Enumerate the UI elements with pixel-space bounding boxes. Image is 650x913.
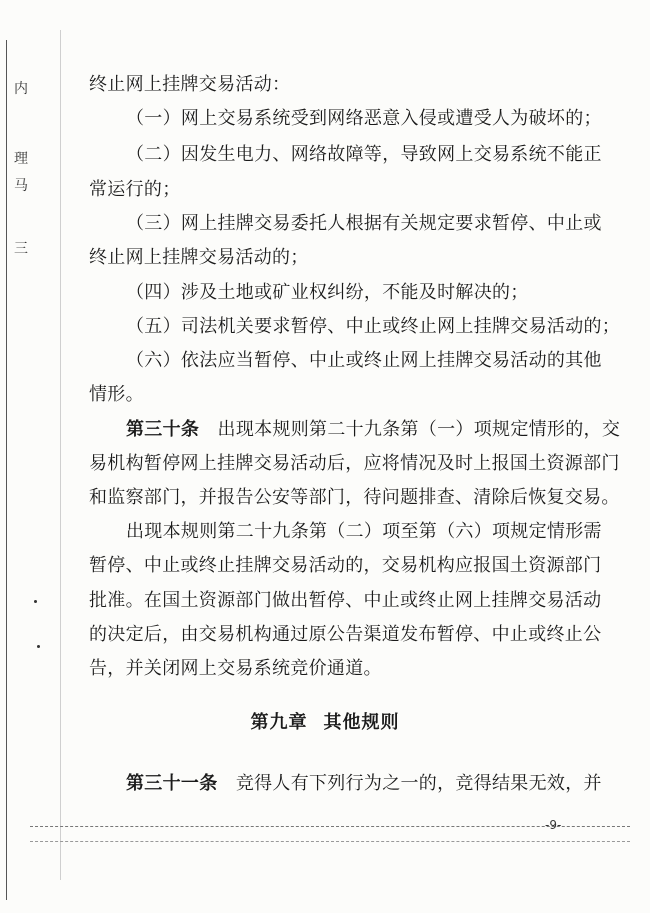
body-text-line: 告，并关闭网上交易系统竞价通道。 [89,658,382,679]
body-text-line: 终止网上挂牌交易活动的； [89,247,309,268]
list-item: （一）网上交易系统受到网络恶意入侵或遭受人为破坏的； [126,108,602,129]
margin-guide-line [60,30,61,880]
body-text-line: 常运行的； [89,179,181,200]
footer-rule [30,841,630,843]
list-item: （六）依法应当暂停、中止或终止网上挂牌交易活动的其他 [126,350,602,371]
body-text-line: 出现本规则第二十九条第（二）项至第（六）项规定情形需 [126,521,602,542]
article-30-first-line [126,418,621,442]
body-text-line: 暂停、中止或终止挂牌交易活动的，交易机构应报国土资源部门 [89,555,602,576]
body-text-line: 终止网上挂牌交易活动： [89,74,291,95]
chapter-heading [0,708,650,734]
body-text-line: 和监察部门，并报告公安等部门，待问题排查、清除后恢复交易。 [89,487,620,508]
article-text: 出现本规则第二十九条第（一）项规定情形的，交 [217,419,621,440]
binding-edge-line [6,40,7,900]
scan-speck [37,645,40,648]
footer-rule [30,826,630,828]
margin-annotation: 内 [14,81,28,97]
scan-speck [34,600,37,603]
list-item: （三）网上挂牌交易委托人根据有关规定要求暂停、中止或 [126,213,602,234]
article-label: 第三十一条 [126,773,218,794]
list-item: （五）司法机关要求暂停、中止或终止网上挂牌交易活动的； [126,316,621,337]
body-text-line: 批准。在国土资源部门做出暂停、中止或终止网上挂牌交易活动 [89,590,602,611]
page-number: -9- [545,818,562,832]
margin-annotation: 马 [14,178,28,194]
margin-annotation: 三 [14,241,28,257]
article-text: 竞得人有下列行为之一的，竞得结果无效，并 [235,773,602,794]
body-text-line: 易机构暂停网上挂牌交易活动后，应将情况及时上报国土资源部门 [89,453,620,474]
chapter-number: 第九章 [250,712,308,733]
article-31-first-line [126,772,602,796]
margin-annotation: 理 [14,151,28,167]
article-label: 第三十条 [126,419,200,440]
body-text-line: 的决定后，由交易机构通过原公告渠道发布暂停、中止或终止公 [89,624,602,645]
list-item: （二）因发生电力、网络故障等，导致网上交易系统不能正 [126,144,602,165]
chapter-title: 其他规则 [323,712,400,733]
body-text-line: 情形。 [89,384,144,405]
list-item: （四）涉及土地或矿业权纠纷，不能及时解决的； [126,282,529,303]
